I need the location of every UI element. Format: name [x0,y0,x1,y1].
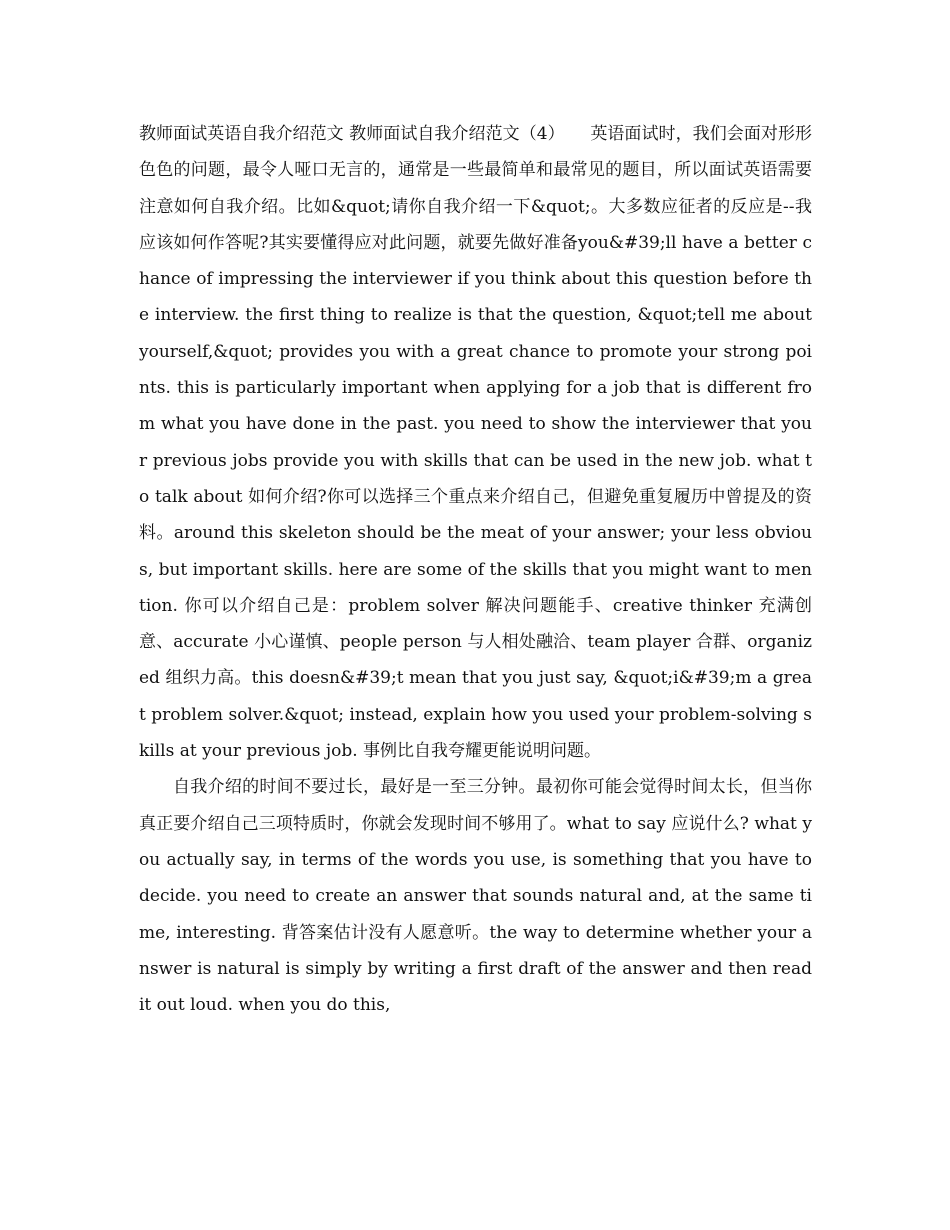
document-body [139,116,812,1023]
paragraph-1: 教师面试英语自我介绍范文 教师面试自我介绍范文（4） 英语面试时，我们会面对形形色色的问题，最令人哑口无言的，通常是一些最简单和最常见的题目，所以面试英语需要注意如何自我介绍。比如&quot;请你自我介绍一下&quot;。大多数应征者的反应是--我应该如何作答呢?其实要懂得应对此问题，就要先做好准备you&#39;ll have a better chance of impressing the interviewer if you think about this question before the interview. the first thing to realize is that the question, &quot;tell me about yourself,&quot; provides you with a great chance to promote your strong points. this is particularly important when applying for a job that is different from what you have done in the past. you need to show the interviewer that your previous jobs provide you with skills that can be used in the new job. what to talk about 如何介绍?你可以选择三个重点来介绍自己，但避免重复履历中曾提及的资料。around this skeleton should be the meat of your answer; your less obvious, but important skills. here are some of the skills that you might want to mention. 你可以介绍自己是：problem solver 解决问题能手、creative thinker 充满创意、accurate 小心谨慎、people person 与人相处融洽、team player 合群、organized 组织力高。this doesn&#39;t mean that you just say, &quot;i&#39;m a great problem solver.&quot; instead, explain how you used your problem-solving skills at your previous job. 事例比自我夸耀更能说明问题。 [139,124,812,762]
paragraph-2: 自我介绍的时间不要过长，最好是一至三分钟。最初你可能会觉得时间太长，但当你真正要介绍自己三项特质时，你就会发现时间不够用了。what to say 应说什么? what you actually say, in terms of the words you use, is something that you have to decide. you need to create an answer that sounds natural and, at the same time, interesting. 背答案估计没有人愿意听。the way to determine whether your answer is natural is simply by writing a first draft of the answer and then read it out loud. when you do this, [139,777,812,1016]
